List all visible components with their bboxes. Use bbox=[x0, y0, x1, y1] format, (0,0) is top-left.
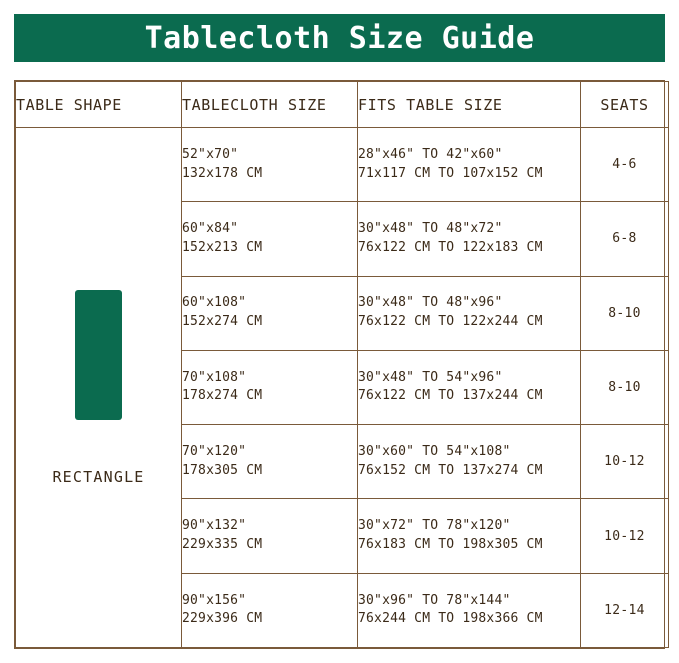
size-cm: 178x305 CM bbox=[182, 462, 263, 478]
fits-inches: 30"x96" TO 78"x144" bbox=[358, 592, 511, 608]
shape-cell-content bbox=[16, 128, 181, 647]
seats-cell: 8-10 bbox=[581, 350, 669, 424]
fits-table-size-cell bbox=[358, 425, 581, 499]
fits-table-size-cell bbox=[358, 350, 581, 424]
fits-table-size-cell bbox=[358, 573, 581, 647]
tablecloth-size-cell bbox=[182, 202, 358, 276]
table-body bbox=[16, 128, 669, 648]
fits-table-size-cell bbox=[358, 276, 581, 350]
size-inches: 90"x132" bbox=[182, 518, 247, 534]
size-cm: 229x335 CM bbox=[182, 537, 263, 553]
seats-cell: 4-6 bbox=[581, 128, 669, 202]
seats-cell: 12-14 bbox=[581, 573, 669, 647]
tablecloth-size-cell bbox=[182, 499, 358, 573]
size-cm: 152x274 CM bbox=[182, 314, 263, 330]
fits-cm: 76x122 CM TO 122x183 CM bbox=[358, 239, 543, 255]
rectangle-shape-icon bbox=[75, 290, 122, 420]
header-tablecloth-size: TABLECLOTH SIZE bbox=[182, 82, 358, 128]
seats-cell: 10-12 bbox=[581, 425, 669, 499]
header-fits-table-size: FITS TABLE SIZE bbox=[358, 82, 581, 128]
size-cm: 229x396 CM bbox=[182, 611, 263, 627]
fits-inches: 30"x72" TO 78"x120" bbox=[358, 518, 511, 534]
size-cm: 178x274 CM bbox=[182, 388, 263, 404]
fits-table-size-cell bbox=[358, 499, 581, 573]
fits-inches: 30"x48" TO 54"x96" bbox=[358, 369, 503, 385]
size-table-container bbox=[14, 80, 665, 649]
tablecloth-size-cell bbox=[182, 350, 358, 424]
fits-cm: 76x122 CM TO 122x244 CM bbox=[358, 314, 543, 330]
header-table-shape: TABLE SHAPE bbox=[16, 82, 182, 128]
size-inches: 52"x70" bbox=[182, 146, 239, 162]
fits-inches: 28"x46" TO 42"x60" bbox=[358, 146, 503, 162]
size-inches: 60"x108" bbox=[182, 295, 247, 311]
fits-table-size-cell bbox=[358, 128, 581, 202]
size-inches: 70"x108" bbox=[182, 369, 247, 385]
tablecloth-size-cell bbox=[182, 128, 358, 202]
size-cm: 132x178 CM bbox=[182, 165, 263, 181]
size-cm: 152x213 CM bbox=[182, 239, 263, 255]
size-inches: 90"x156" bbox=[182, 592, 247, 608]
table-header bbox=[16, 82, 669, 128]
shape-cell-rectangle bbox=[16, 128, 182, 648]
fits-cm: 76x152 CM TO 137x274 CM bbox=[358, 462, 543, 478]
header-seats: SEATS bbox=[581, 82, 669, 128]
fits-inches: 30"x60" TO 54"x108" bbox=[358, 443, 511, 459]
fits-cm: 76x183 CM TO 198x305 CM bbox=[358, 537, 543, 553]
page-title-banner bbox=[14, 14, 665, 62]
tablecloth-size-cell bbox=[182, 573, 358, 647]
fits-cm: 76x244 CM TO 198x366 CM bbox=[358, 611, 543, 627]
fits-cm: 76x122 CM TO 137x244 CM bbox=[358, 388, 543, 404]
fits-inches: 30"x48" TO 48"x72" bbox=[358, 221, 503, 237]
size-table bbox=[15, 81, 669, 648]
tablecloth-size-cell bbox=[182, 276, 358, 350]
seats-cell: 10-12 bbox=[581, 499, 669, 573]
fits-table-size-cell bbox=[358, 202, 581, 276]
size-inches: 60"x84" bbox=[182, 221, 239, 237]
fits-inches: 30"x48" TO 48"x96" bbox=[358, 295, 503, 311]
tablecloth-size-cell bbox=[182, 425, 358, 499]
fits-cm: 71x117 CM TO 107x152 CM bbox=[358, 165, 543, 181]
size-inches: 70"x120" bbox=[182, 443, 247, 459]
page-title: Tablecloth Size Guide bbox=[144, 20, 535, 56]
table-header-row bbox=[16, 82, 669, 128]
seats-cell: 8-10 bbox=[581, 276, 669, 350]
seats-cell: 6-8 bbox=[581, 202, 669, 276]
table-row bbox=[16, 128, 669, 202]
shape-label: RECTANGLE bbox=[52, 467, 145, 486]
